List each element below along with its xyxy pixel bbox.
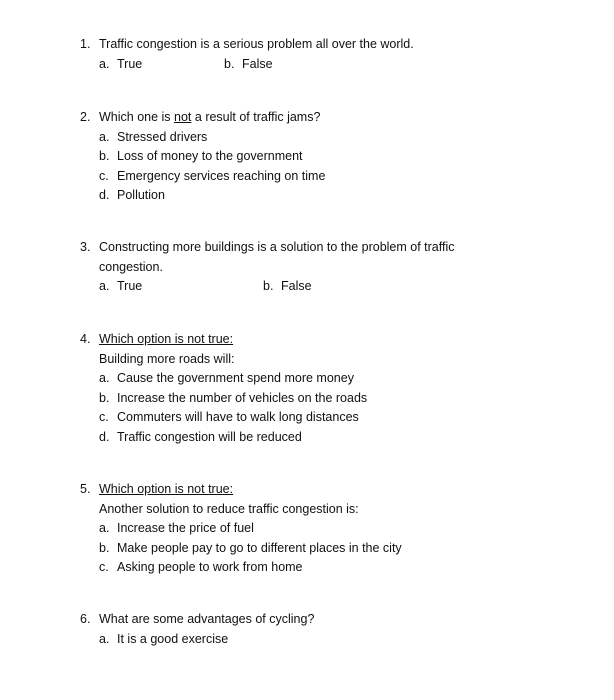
- option-a: [80, 519, 550, 539]
- question-text-part: a result of traffic jams?: [191, 110, 321, 124]
- question-5-stem: [80, 500, 550, 520]
- question-number: 6.: [80, 612, 91, 626]
- option-letter: d.: [99, 188, 110, 202]
- option-c: [80, 558, 550, 578]
- question-3: [80, 238, 550, 297]
- option-c: [80, 408, 550, 428]
- option-text: Increase the price of fuel: [117, 521, 254, 535]
- option-letter: b.: [99, 149, 110, 163]
- option-letter: c.: [99, 560, 109, 574]
- question-4-stem: [80, 350, 550, 370]
- option-letter: c.: [99, 410, 109, 424]
- option-letter: a.: [99, 129, 110, 144]
- option-d: [80, 186, 550, 206]
- question-heading: Which option is not true:: [99, 332, 234, 346]
- question-text: congestion.: [99, 259, 163, 274]
- question-text: What are some advantages of cycling?: [99, 612, 315, 626]
- question-number: 5.: [80, 482, 91, 496]
- option-a: [99, 55, 142, 75]
- question-6: [80, 610, 550, 649]
- option-text: False: [242, 56, 273, 71]
- question-4-heading: [80, 330, 550, 350]
- option-text: Emergency services reaching on time: [117, 168, 326, 183]
- question-text: Constructing more buildings is a solution to the problem of traffic: [99, 240, 455, 254]
- option-b: [263, 277, 312, 297]
- option-b: [224, 55, 273, 75]
- option-text: False: [281, 279, 312, 293]
- option-text: Increase the number of vehicles on the roads: [117, 390, 368, 405]
- option-letter: a.: [99, 371, 110, 385]
- question-3-stem-continued: [80, 258, 550, 278]
- option-letter: d.: [99, 429, 110, 444]
- question-number: 3.: [80, 240, 91, 254]
- option-letter: a.: [99, 631, 110, 646]
- question-5-heading: [80, 480, 550, 500]
- option-text: True: [117, 56, 143, 71]
- question-text: Traffic congestion is a serious problem all over the world.: [99, 37, 414, 51]
- option-letter: b.: [263, 279, 274, 293]
- question-text: [99, 108, 320, 128]
- underlined-word: not: [174, 110, 192, 124]
- option-text: Commuters will have to walk long distances: [117, 410, 359, 424]
- option-text: Stressed drivers: [117, 129, 208, 144]
- question-3-stem: [80, 238, 550, 258]
- question-2-stem: [80, 108, 550, 128]
- option-letter: a.: [99, 279, 110, 293]
- question-number: 1.: [80, 37, 91, 51]
- option-a: [80, 369, 550, 389]
- question-text: Another solution to reduce traffic congestion is:: [99, 501, 359, 516]
- option-d: [80, 428, 550, 448]
- option-text: Traffic congestion will be reduced: [117, 429, 302, 444]
- question-1-options-row: [80, 55, 550, 75]
- question-text: Building more roads will:: [99, 351, 235, 366]
- option-b: [80, 147, 550, 167]
- option-text: Make people pay to go to different places in the city: [117, 540, 402, 555]
- question-5: [80, 480, 550, 578]
- question-text-part: Which one is: [99, 110, 175, 124]
- question-4: [80, 330, 550, 447]
- question-number: 2.: [80, 110, 91, 124]
- question-1-stem: [80, 35, 550, 55]
- option-letter: a.: [99, 521, 110, 535]
- option-text: Cause the government spend more money: [117, 371, 354, 385]
- question-1: [80, 35, 550, 74]
- question-heading: Which option is not true:: [99, 482, 234, 496]
- option-b: [80, 389, 550, 409]
- option-letter: b.: [224, 56, 235, 71]
- option-text: Pollution: [117, 188, 165, 202]
- option-b: [80, 539, 550, 559]
- option-text: It is a good exercise: [117, 631, 229, 646]
- question-2: [80, 108, 550, 206]
- question-number: 4.: [80, 332, 91, 346]
- option-a: [99, 277, 142, 297]
- option-text: Asking people to work from home: [117, 560, 303, 574]
- question-3-options-row: [80, 277, 550, 297]
- option-letter: b.: [99, 540, 110, 555]
- option-letter: a.: [99, 56, 110, 71]
- option-a: [80, 128, 550, 148]
- option-letter: c.: [99, 168, 109, 183]
- option-text: True: [117, 279, 143, 293]
- option-c: [80, 167, 550, 187]
- option-letter: b.: [99, 390, 110, 405]
- option-text: Loss of money to the government: [117, 149, 303, 163]
- option-a: [80, 630, 550, 650]
- question-6-stem: [80, 610, 550, 630]
